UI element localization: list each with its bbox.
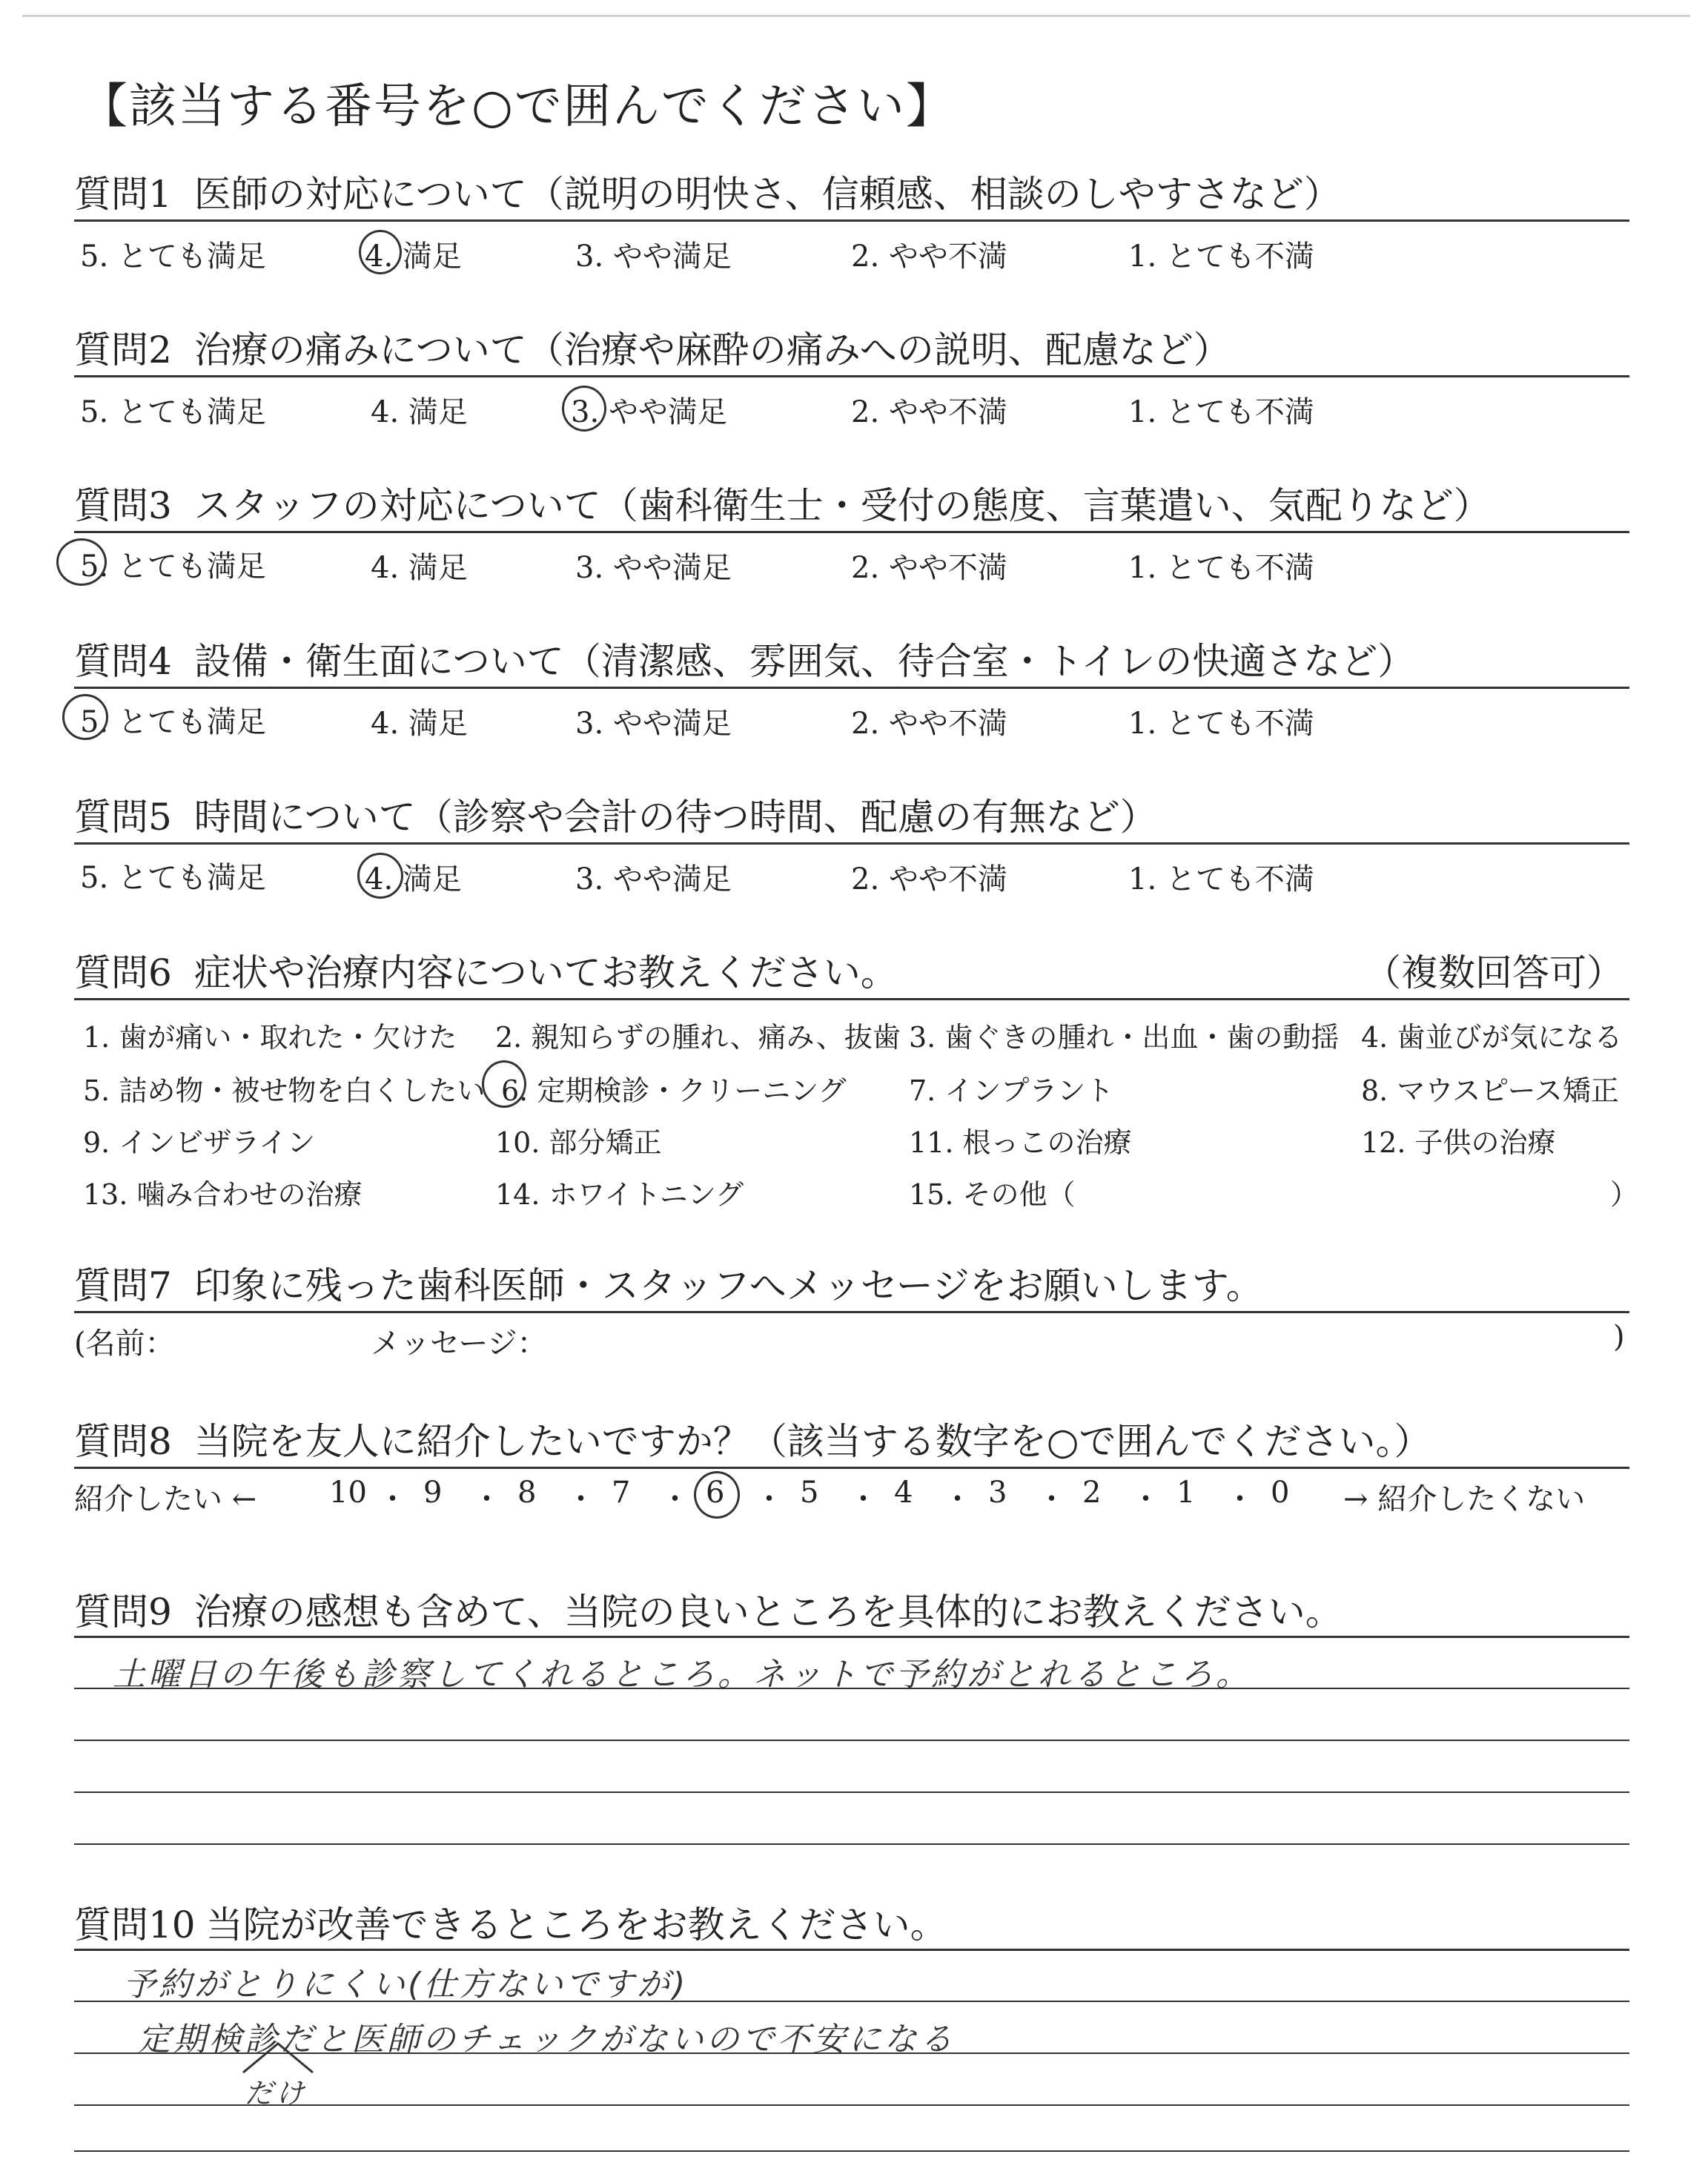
- selection-circle: [359, 230, 402, 274]
- question-number: 質問5: [74, 796, 172, 839]
- q6-item-4[interactable]: 4. 歯並びが気になる: [1361, 1021, 1623, 1054]
- scale-right-label: → 紹介したくない: [1343, 1482, 1586, 1516]
- answer-line: [74, 1791, 1629, 1793]
- instruction-heading: 【該当する番号を○で囲んでください】: [80, 79, 955, 134]
- scale-value-3[interactable]: 3: [988, 1476, 1007, 1510]
- message-close-paren: ): [1613, 1320, 1625, 1354]
- q6-item-8[interactable]: 8. マウスピース矯正: [1361, 1074, 1619, 1107]
- q5-option-1[interactable]: 1. とても不満: [1128, 862, 1314, 896]
- question-10: [74, 1895, 947, 1949]
- answer-line: [74, 2104, 1629, 2106]
- question-number: 質問7: [74, 1264, 172, 1307]
- question-number: 質問8: [74, 1420, 172, 1463]
- scale-value-0[interactable]: 0: [1271, 1476, 1290, 1510]
- q2-option-5[interactable]: 5. とても満足: [80, 395, 266, 429]
- question-text: 印象に残った歯科医師・スタッフへメッセージをお願いします。: [193, 1264, 1263, 1307]
- question-text: 当院を友人に紹介したいですか？（該当する数字を○で囲んでください。）: [193, 1420, 1431, 1463]
- answer-line: [74, 1740, 1629, 1741]
- question-text: 時間について（診察や会計の待つ時間、配慮の有無など）: [193, 796, 1157, 839]
- q5-option-3[interactable]: 3. やや満足: [575, 862, 732, 896]
- scale-value-4[interactable]: 4: [894, 1476, 913, 1510]
- q10-handwritten-answer-line1[interactable]: 予約がとりにくい(仕方ないですが): [123, 1966, 689, 2004]
- question-text: 設備・衛生面について（清潔感、雰囲気、待合室・トイレの快適さなど）: [193, 640, 1415, 683]
- q6-item-9[interactable]: 9. インビザライン: [83, 1126, 316, 1159]
- top-border: [22, 15, 1690, 17]
- scale-separator-dot: ・: [754, 1482, 784, 1516]
- scale-separator-dot: ・: [471, 1482, 502, 1516]
- q6-item-13[interactable]: 13. 噛み合わせの治療: [83, 1178, 363, 1211]
- selection-circle: [562, 386, 606, 432]
- q4-option-3[interactable]: 3. やや満足: [575, 707, 732, 741]
- scale-separator-dot: ・: [1036, 1482, 1067, 1516]
- q1-option-4[interactable]: 4. 満足: [365, 240, 462, 274]
- q3-option-1[interactable]: 1. とても不満: [1128, 551, 1314, 585]
- q4-option-5[interactable]: 5. とても満足: [80, 705, 266, 739]
- q2-option-1[interactable]: 1. とても不満: [1128, 395, 1314, 429]
- question-number: 質問2: [74, 328, 172, 371]
- question-rule: [74, 1467, 1629, 1469]
- selection-circle: [357, 853, 403, 899]
- scale-value-7[interactable]: 7: [612, 1476, 631, 1510]
- q9-handwritten-answer[interactable]: 土曜日の午後も診察してくれるところ。ネットで予約がとれるところ。: [113, 1656, 1251, 1694]
- question-rule: [74, 219, 1629, 222]
- question-1: [74, 165, 1341, 218]
- q5-option-5[interactable]: 5. とても満足: [80, 861, 266, 895]
- q4-option-2[interactable]: 2. やや不満: [851, 707, 1007, 741]
- question-rule: [74, 998, 1629, 1000]
- scale-separator-dot: ・: [848, 1482, 878, 1516]
- question-text: 医師の対応について（説明の明快さ、信頼感、相談のしやすさなど）: [193, 173, 1341, 216]
- question-5: [74, 787, 1157, 841]
- q3-option-2[interactable]: 2. やや不満: [851, 551, 1007, 585]
- q10-handwritten-answer-line2[interactable]: 定期検診だと医師のチェックがないので不安になる: [138, 2021, 956, 2058]
- q5-option-4[interactable]: 4. 満足: [365, 862, 462, 896]
- question-4: [74, 632, 1414, 685]
- q2-option-3[interactable]: 3. やや満足: [571, 395, 727, 429]
- q3-option-4[interactable]: 4. 満足: [371, 551, 468, 585]
- q6-item-3[interactable]: 3. 歯ぐきの腫れ・出血・歯の動揺: [909, 1021, 1340, 1054]
- selection-circle: [56, 538, 107, 586]
- answer-line: [74, 1636, 1629, 1638]
- q6-other-close-paren: ）: [1610, 1178, 1639, 1211]
- q6-item-10[interactable]: 10. 部分矯正: [495, 1126, 662, 1159]
- q1-option-5[interactable]: 5. とても満足: [80, 240, 266, 274]
- question-8: [74, 1412, 1431, 1465]
- question-text: 治療の痛みについて（治療や麻酔の痛みへの説明、配慮など）: [193, 328, 1231, 371]
- scale-left-label: 紹介したい ←: [74, 1482, 257, 1516]
- answer-line: [74, 1949, 1629, 1951]
- q6-item-6[interactable]: 6. 定期検診・クリーニング: [501, 1074, 847, 1107]
- q6-item-14[interactable]: 14. ホワイトニング: [495, 1178, 744, 1211]
- answer-line: [74, 2150, 1629, 2152]
- question-text: 当院が改善できるところをお教えください。: [205, 1903, 947, 1946]
- multiple-answers-note: （複数回答可）: [1364, 951, 1623, 994]
- message-label: メッセージ：: [371, 1327, 547, 1361]
- question-rule: [74, 842, 1629, 845]
- question-number: 質問3: [74, 484, 172, 527]
- question-number: 質問6: [74, 951, 172, 994]
- question-rule: [74, 687, 1629, 689]
- question-number: 質問1: [74, 173, 172, 216]
- question-number: 質問9: [74, 1591, 172, 1634]
- scale-value-10[interactable]: 10: [329, 1476, 367, 1510]
- q6-item-15[interactable]: 15. その他（: [909, 1178, 1076, 1211]
- q4-option-1[interactable]: 1. とても不満: [1128, 707, 1314, 741]
- scale-value-8[interactable]: 8: [517, 1476, 537, 1510]
- scale-separator-dot: ・: [1225, 1482, 1255, 1516]
- question-text: 治療の感想も含めて、当院の良いところを具体的にお教えください。: [193, 1591, 1343, 1634]
- scale-value-2[interactable]: 2: [1082, 1476, 1102, 1510]
- name-label: (名前：: [74, 1327, 175, 1361]
- q10-inserted-word: だけ: [245, 2077, 308, 2110]
- question-rule: [74, 375, 1629, 377]
- q2-option-4[interactable]: 4. 満足: [371, 395, 468, 429]
- q1-option-1[interactable]: 1. とても不満: [1128, 240, 1314, 274]
- question-number: 質問4: [74, 640, 172, 683]
- q6-item-12[interactable]: 12. 子供の治療: [1361, 1126, 1556, 1159]
- answer-line: [74, 1843, 1629, 1845]
- q1-option-2[interactable]: 2. やや不満: [851, 240, 1007, 274]
- scale-value-1[interactable]: 1: [1176, 1476, 1196, 1510]
- scale-value-6[interactable]: 6: [706, 1476, 725, 1510]
- q5-option-2[interactable]: 2. やや不満: [851, 862, 1007, 896]
- q2-option-2[interactable]: 2. やや不満: [851, 395, 1007, 429]
- question-2: [74, 320, 1231, 374]
- q3-option-3[interactable]: 3. やや満足: [575, 551, 732, 585]
- selection-circle: [482, 1060, 526, 1108]
- q6-item-2[interactable]: 2. 親知らずの腫れ、痛み、抜歯: [495, 1021, 901, 1054]
- q6-item-11[interactable]: 11. 根っこの治療: [909, 1126, 1132, 1159]
- scale-separator-dot: ・: [660, 1482, 690, 1516]
- selection-circle: [694, 1471, 740, 1519]
- scale-separator-dot: ・: [566, 1482, 596, 1516]
- question-number: 質問10: [74, 1903, 196, 1946]
- selection-circle: [62, 694, 108, 740]
- q1-option-3[interactable]: 3. やや満足: [575, 240, 732, 274]
- question-text: スタッフの対応について（歯科衛生士・受付の態度、言葉遣い、気配りなど）: [193, 484, 1491, 527]
- scale-separator-dot: ・: [1131, 1482, 1161, 1516]
- question-text: 症状や治療内容についてお教えください。: [193, 951, 898, 994]
- question-7: [74, 1256, 1263, 1309]
- q6-item-1[interactable]: 1. 歯が痛い・取れた・欠けた: [83, 1021, 457, 1054]
- question-6: [74, 943, 898, 997]
- q6-item-7[interactable]: 7. インプラント: [909, 1074, 1114, 1107]
- scale-value-5[interactable]: 5: [800, 1476, 819, 1510]
- question-rule: [74, 1311, 1629, 1313]
- q3-option-5[interactable]: 5. とても満足: [80, 549, 266, 584]
- scale-separator-dot: ・: [942, 1482, 973, 1516]
- q6-item-5[interactable]: 5. 詰め物・被せ物を白くしたい: [83, 1074, 486, 1107]
- scale-separator-dot: ・: [377, 1482, 408, 1516]
- question-9: [74, 1582, 1343, 1636]
- scale-value-9[interactable]: 9: [423, 1476, 443, 1510]
- question-3: [74, 476, 1491, 529]
- question-rule: [74, 531, 1629, 533]
- q4-option-4[interactable]: 4. 満足: [371, 707, 468, 741]
